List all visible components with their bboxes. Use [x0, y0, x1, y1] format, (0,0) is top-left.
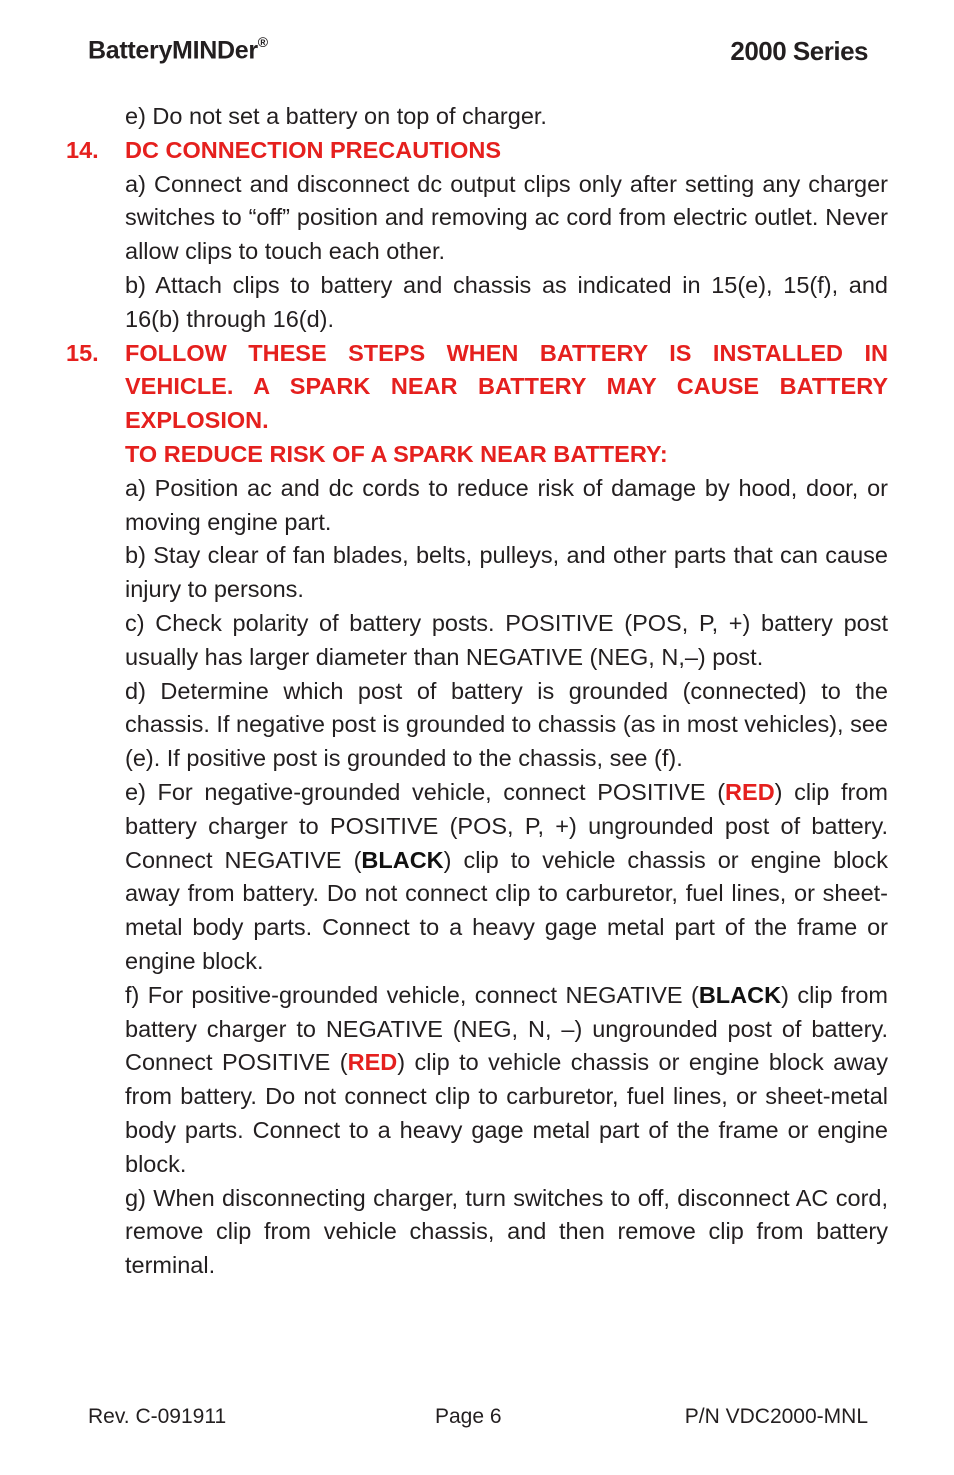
page-footer: [88, 1405, 868, 1435]
series-title: 2000 Series: [730, 36, 868, 66]
item-15e-text-3: ) clip to vehicle chassis or engine block away from battery. Do not connect clip to carburetor, fuel lines, or sheet-metal body parts. Connect to a heavy gage metal part of the frame or engine block.: [125, 846, 889, 974]
page-number: Page 6: [435, 1405, 502, 1428]
item-15f-text-1: f) For positive-grounded vehicle, connect NEGATIVE (: [125, 981, 699, 1008]
item-15a: a) Position ac and dc cords to reduce risk of damage by hood, door, or moving engine part.: [125, 474, 888, 535]
revision: Rev. C-091911: [88, 1405, 227, 1428]
page-header: [88, 36, 868, 70]
item-15f-text-3: ) clip to vehicle chassis or engine block away from battery. Do not connect clip to carburetor, fuel lines, or sheet-metal body parts. Connect to a heavy gage metal part of the frame or engine block.: [125, 1049, 888, 1177]
item-14a: a) Connect and disconnect dc output clips only after setting any charger switches to “off” position and removing ac cord from electric outlet. Never allow clips to touch each other.: [125, 170, 888, 265]
item-15f: [125, 979, 888, 1182]
section-15-subtitle: TO REDUCE RISK OF A SPARK NEAR BATTERY:: [125, 440, 668, 467]
manual-content: [0, 100, 954, 1283]
item-15g: g) When disconnecting charger, turn switches to off, disconnect AC cord, remove clip from vehicle chassis, and then remove clip from battery terminal.: [125, 1184, 888, 1279]
red-label: RED: [725, 778, 775, 805]
item-14b: b) Attach clips to battery and chassis as indicated in 15(e), 15(f), and 16(b) through 16(d).: [125, 271, 888, 332]
red-label: RED: [347, 1049, 398, 1076]
registered-mark: ®: [257, 34, 268, 50]
section-14-number: 14.: [66, 136, 99, 163]
section-15-number: 15.: [66, 339, 99, 366]
item-15e: [125, 776, 888, 979]
black-label: BLACK: [698, 981, 782, 1008]
item-15d: d) Determine which post of battery is grounded (connected) to the chassis. If negative post is grounded to chassis (as in most vehicles), see (e). If positive post is grounded to the chassis, see (f).: [125, 677, 888, 772]
section-14-title: DC CONNECTION PRECAUTIONS: [125, 136, 502, 163]
section-15-title: FOLLOW THESE STEPS WHEN BATTERY IS INSTALLED IN VEHICLE. A SPARK NEAR BATTERY MAY CAUSE BATTERY EXPLOSION.: [125, 339, 888, 434]
section-14-heading: [66, 134, 888, 168]
part-number: P/N VDC2000-MNL: [684, 1405, 868, 1428]
item-15e-text-1: e) For negative-grounded vehicle, connect POSITIVE (: [125, 778, 726, 805]
section-15-heading: [66, 337, 888, 438]
item-15b: b) Stay clear of fan blades, belts, pulleys, and other parts that can cause injury to persons.: [125, 542, 888, 603]
black-label: BLACK: [361, 846, 444, 873]
brand-name: BatteryMINDer: [88, 36, 258, 65]
item-13e: e) Do not set a battery on top of charger.: [125, 103, 547, 129]
brand-title: [88, 36, 268, 65]
item-15e-text-2: ) clip from battery charger to POSITIVE (POS, P, +) ungrounded post of battery. Connect NEGATIVE (: [125, 778, 888, 873]
item-15f-text-2: ) clip from battery charger to NEGATIVE (NEG, N, –) ungrounded post of battery. Connect POSITIVE (: [125, 981, 888, 1076]
item-15c: c) Check polarity of battery posts. POSITIVE (POS, P, +) battery post usually has larger diameter than NEGATIVE (NEG, N,–) post.: [125, 609, 888, 670]
